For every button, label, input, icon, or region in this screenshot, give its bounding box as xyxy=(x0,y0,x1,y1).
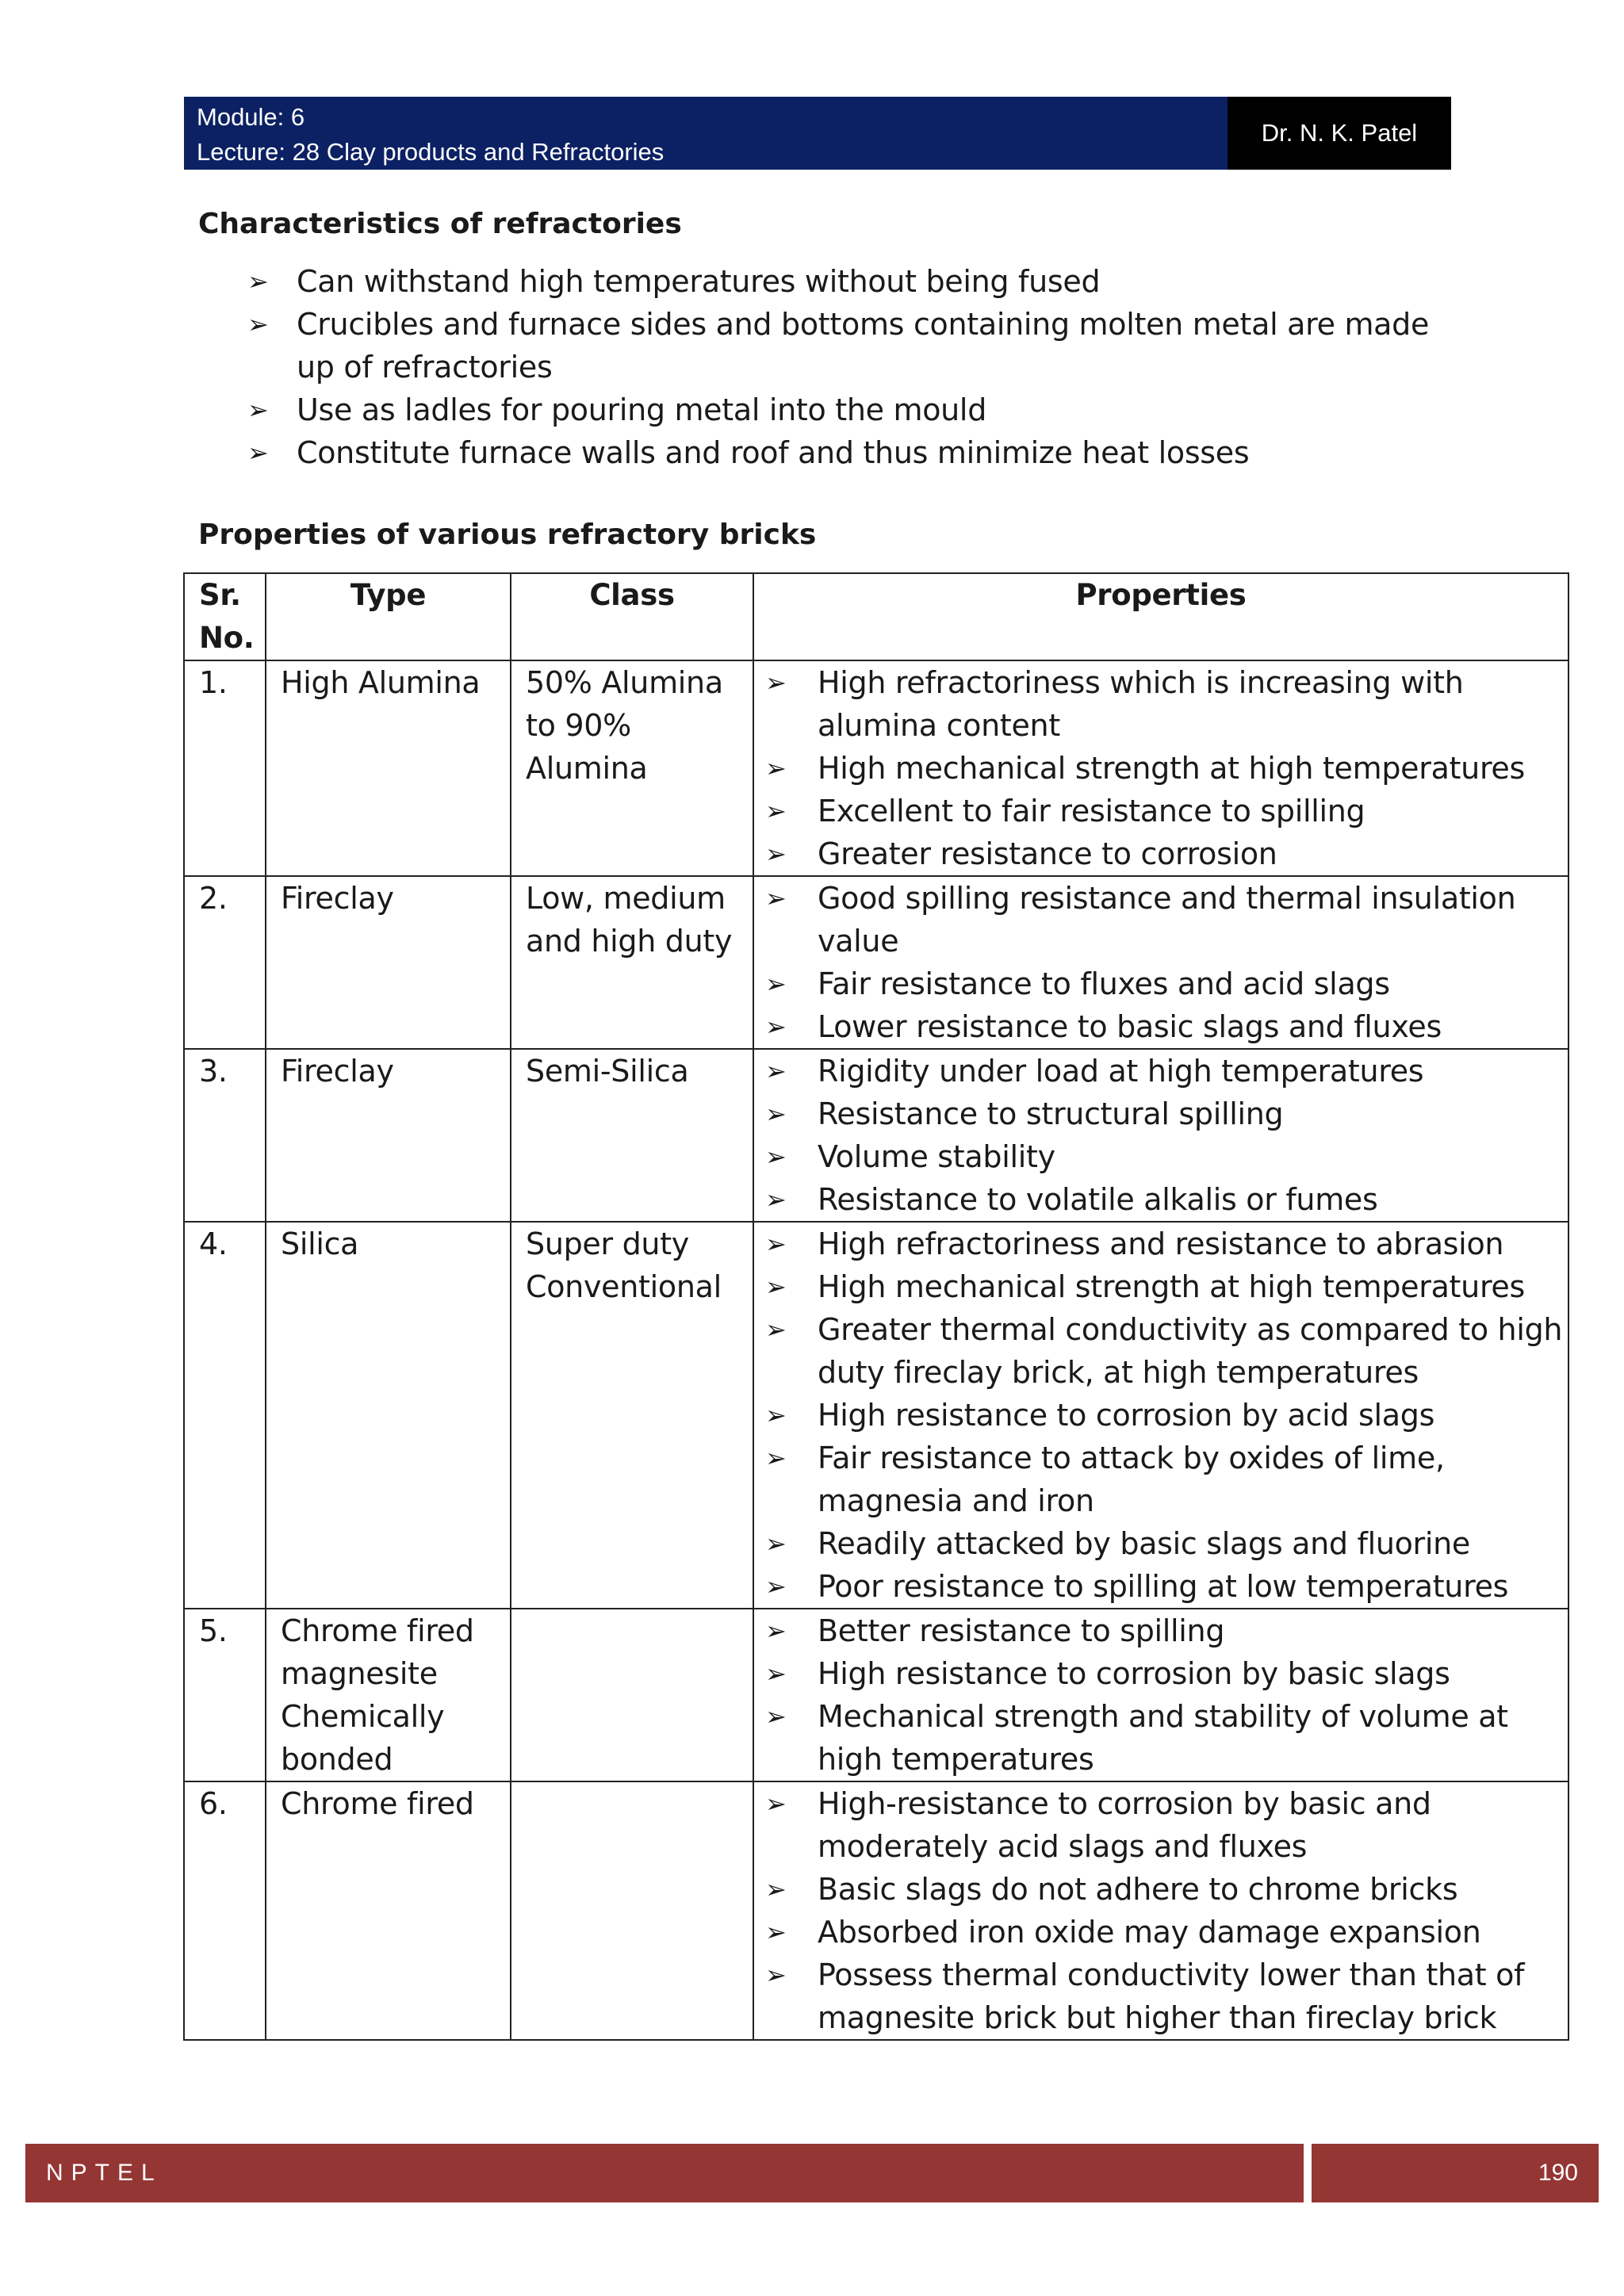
arrow-bullet-icon: ➢ xyxy=(765,1917,787,1947)
cell-properties xyxy=(753,660,1568,876)
cell-type: High Alumina xyxy=(266,660,511,876)
table-row xyxy=(184,660,1568,876)
list-item: ➢ Possess thermal conductivity lower than that of magnesite brick but higher than fireclay brick xyxy=(768,1954,1568,2039)
list-item: ➢ Greater thermal conductivity as compared to high duty fireclay brick, at high temperatures xyxy=(768,1308,1568,1394)
list-item: ➢ Poor resistance to spilling at low temperatures xyxy=(768,1565,1568,1608)
list-item: ➢ Better resistance to spilling xyxy=(768,1609,1568,1652)
page-number: 190 xyxy=(1538,2160,1578,2186)
arrow-bullet-icon: ➢ xyxy=(247,309,269,339)
properties-list xyxy=(765,661,1568,875)
cell-properties xyxy=(753,1049,1568,1222)
list-item: ➢ Basic slags do not adhere to chrome bricks xyxy=(768,1868,1568,1911)
arrow-bullet-icon: ➢ xyxy=(765,1659,787,1689)
arrow-bullet-icon: ➢ xyxy=(765,1874,787,1904)
cell-class xyxy=(511,1609,753,1781)
cell-sr: 6. xyxy=(184,1781,266,2040)
arrow-bullet-icon: ➢ xyxy=(765,1314,787,1345)
footer-brand: NPTEL xyxy=(46,2160,163,2186)
list-item: ➢ Lower resistance to basic slags and fluxes xyxy=(768,1005,1568,1048)
cell-class: Low, medium and high duty xyxy=(511,876,753,1049)
arrow-bullet-icon: ➢ xyxy=(247,266,269,297)
properties-list xyxy=(765,1223,1568,1608)
list-item: ➢ Excellent to fair resistance to spilling xyxy=(768,790,1568,832)
list-item: ➢ Absorbed iron oxide may damage expansion xyxy=(768,1911,1568,1954)
list-item: ➢ Readily attacked by basic slags and fluorine xyxy=(768,1522,1568,1565)
cell-sr: 3. xyxy=(184,1049,266,1222)
table-row xyxy=(184,1049,1568,1222)
column-header-sr: Sr. No. xyxy=(184,573,266,660)
list-item: ➢ High mechanical strength at high temperatures xyxy=(768,747,1568,790)
arrow-bullet-icon: ➢ xyxy=(765,1960,787,1990)
section-heading-properties: Properties of various refractory bricks xyxy=(198,519,817,551)
list-item: ➢ High mechanical strength at high temperatures xyxy=(768,1265,1568,1308)
characteristics-list xyxy=(247,260,1469,474)
properties-list xyxy=(765,877,1568,1048)
list-item: ➢ Rigidity under load at high temperatures xyxy=(768,1050,1568,1093)
list-item: ➢ High resistance to corrosion by acid slags xyxy=(768,1394,1568,1437)
cell-class: Semi-Silica xyxy=(511,1049,753,1222)
list-item: ➢ Resistance to volatile alkalis or fumes xyxy=(768,1178,1568,1221)
cell-type: Chrome fired xyxy=(266,1781,511,2040)
arrow-bullet-icon: ➢ xyxy=(765,668,787,698)
cell-properties xyxy=(753,1222,1568,1609)
cell-class xyxy=(511,1781,753,2040)
list-item: ➢ Mechanical strength and stability of volume at high temperatures xyxy=(768,1695,1568,1781)
cell-sr: 1. xyxy=(184,660,266,876)
section-heading-characteristics: Characteristics of refractories xyxy=(198,208,682,240)
cell-type: Fireclay xyxy=(266,1049,511,1222)
footer-page-block xyxy=(1312,2144,1599,2202)
table-row xyxy=(184,1222,1568,1609)
properties-list xyxy=(765,1050,1568,1221)
module-label: Module: 6 xyxy=(197,103,305,131)
list-item: ➢ High-resistance to corrosion by basic and moderately acid slags and fluxes xyxy=(768,1782,1568,1868)
list-item: ➢ Use as ladles for pouring metal into the mould xyxy=(247,388,1469,431)
arrow-bullet-icon: ➢ xyxy=(247,395,269,425)
arrow-bullet-icon: ➢ xyxy=(765,1571,787,1601)
column-header-class: Class xyxy=(511,573,753,660)
arrow-bullet-icon: ➢ xyxy=(765,1616,787,1646)
cell-type: Chrome fired magnesite Chemically bonded xyxy=(266,1609,511,1781)
cell-class: 50% Alumina to 90% Alumina xyxy=(511,660,753,876)
arrow-bullet-icon: ➢ xyxy=(765,1272,787,1302)
lecture-title: Lecture: 28 Clay products and Refractories xyxy=(197,138,665,166)
list-item: ➢ Constitute furnace walls and roof and thus minimize heat losses xyxy=(247,431,1469,474)
arrow-bullet-icon: ➢ xyxy=(765,883,787,913)
arrow-bullet-icon: ➢ xyxy=(765,1229,787,1259)
properties-list xyxy=(765,1609,1568,1781)
cell-properties xyxy=(753,876,1568,1049)
list-item: ➢ High refractoriness which is increasing with alumina content xyxy=(768,661,1568,747)
list-item: ➢ Crucibles and furnace sides and bottoms containing molten metal are made up of refractories xyxy=(247,303,1469,388)
cell-type: Silica xyxy=(266,1222,511,1609)
cell-properties xyxy=(753,1781,1568,2040)
arrow-bullet-icon: ➢ xyxy=(765,969,787,999)
page-footer xyxy=(25,2144,1599,2202)
cell-type: Fireclay xyxy=(266,876,511,1049)
properties-table xyxy=(183,572,1569,2041)
list-item: ➢ Greater resistance to corrosion xyxy=(768,832,1568,875)
list-item: ➢ Fair resistance to attack by oxides of lime, magnesia and iron xyxy=(768,1437,1568,1522)
header-author-block xyxy=(1228,97,1451,170)
list-item: ➢ High resistance to corrosion by basic slags xyxy=(768,1652,1568,1695)
arrow-bullet-icon: ➢ xyxy=(765,1701,787,1732)
list-item: ➢ Can withstand high temperatures without being fused xyxy=(247,260,1469,303)
page-header xyxy=(184,97,1451,170)
table-header-row xyxy=(184,573,1568,660)
cell-sr: 2. xyxy=(184,876,266,1049)
cell-properties xyxy=(753,1609,1568,1781)
author-name: Dr. N. K. Patel xyxy=(1261,119,1418,147)
list-item: ➢ High refractoriness and resistance to abrasion xyxy=(768,1223,1568,1265)
arrow-bullet-icon: ➢ xyxy=(765,839,787,869)
column-header-type: Type xyxy=(266,573,511,660)
header-module-block xyxy=(184,97,1228,170)
list-item: ➢ Resistance to structural spilling xyxy=(768,1093,1568,1135)
arrow-bullet-icon: ➢ xyxy=(765,1012,787,1042)
arrow-bullet-icon: ➢ xyxy=(765,1184,787,1215)
properties-list xyxy=(765,1782,1568,2039)
arrow-bullet-icon: ➢ xyxy=(765,1789,787,1819)
arrow-bullet-icon: ➢ xyxy=(765,1443,787,1473)
cell-class: Super duty Conventional xyxy=(511,1222,753,1609)
table-body xyxy=(184,660,1568,2040)
table-row xyxy=(184,876,1568,1049)
footer-brand-block xyxy=(25,2144,1304,2202)
arrow-bullet-icon: ➢ xyxy=(765,1400,787,1430)
arrow-bullet-icon: ➢ xyxy=(765,1529,787,1559)
arrow-bullet-icon: ➢ xyxy=(765,1056,787,1086)
cell-sr: 5. xyxy=(184,1609,266,1781)
table-row xyxy=(184,1609,1568,1781)
cell-sr: 4. xyxy=(184,1222,266,1609)
arrow-bullet-icon: ➢ xyxy=(765,753,787,783)
list-item: ➢ Fair resistance to fluxes and acid slags xyxy=(768,962,1568,1005)
list-item: ➢ Good spilling resistance and thermal insulation value xyxy=(768,877,1568,962)
arrow-bullet-icon: ➢ xyxy=(765,1142,787,1172)
column-header-properties: Properties xyxy=(753,573,1568,660)
table-row xyxy=(184,1781,1568,2040)
arrow-bullet-icon: ➢ xyxy=(765,796,787,826)
arrow-bullet-icon: ➢ xyxy=(765,1099,787,1129)
list-item: ➢ Volume stability xyxy=(768,1135,1568,1178)
arrow-bullet-icon: ➢ xyxy=(247,438,269,468)
